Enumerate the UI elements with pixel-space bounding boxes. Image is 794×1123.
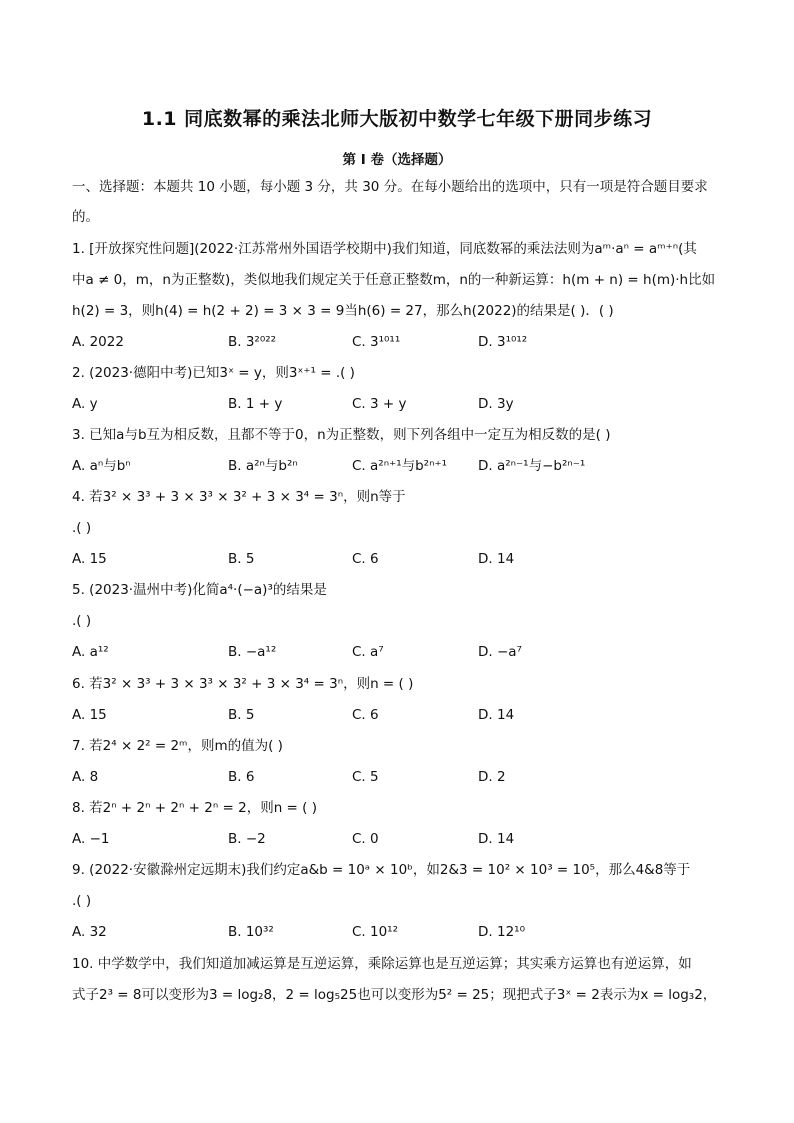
question-1-line-2: 中a ≠ 0，m，n为正整数)，类似地我们规定关于任意正整数m，n的一种新运算：h(m + n) = h(m)·h比如 xyxy=(72,272,716,288)
question-5-line-1: 5. (2023·温州中考)化简a⁴·(−a)³的结果是 xyxy=(72,582,327,598)
page-title: 1.1 同底数幂的乘法北师大版初中数学七年级下册同步练习 xyxy=(141,108,653,130)
option-c[interactable]: C. 3 + y xyxy=(352,396,407,412)
option-c[interactable]: C. 0 xyxy=(352,831,379,847)
option-a[interactable]: A. 32 xyxy=(72,924,107,940)
option-b[interactable]: B. 3²⁰²² xyxy=(228,334,277,350)
question-2-options xyxy=(72,394,722,414)
question-6-line-1: 6. 若3² × 3³ + 3 × 3³ × 3² + 3 × 3⁴ = 3ⁿ，则n = ( ) xyxy=(72,676,414,692)
question-6-options xyxy=(72,705,722,725)
option-d[interactable]: D. 3y xyxy=(478,396,514,412)
question-10-line-1: 10. 中学数学中，我们知道加减运算是互逆运算，乘除运算也是互逆运算；其实乘方运算也有逆运算，如 xyxy=(72,956,692,972)
question-4-line-1: 4. 若3² × 3³ + 3 × 3³ × 3² + 3 × 3⁴ = 3ⁿ，则n等于 xyxy=(72,489,406,505)
question-1-options xyxy=(72,332,722,352)
option-b[interactable]: B. a²ⁿ与b²ⁿ xyxy=(228,458,298,474)
option-a[interactable]: A. y xyxy=(72,396,98,412)
question-3-options xyxy=(72,456,722,476)
option-c[interactable]: C. 3¹⁰¹¹ xyxy=(352,334,401,350)
option-d[interactable]: D. 3¹⁰¹² xyxy=(478,334,528,350)
option-c[interactable]: C. 5 xyxy=(352,769,379,785)
option-d[interactable]: D. a²ⁿ⁻¹与−b²ⁿ⁻¹ xyxy=(478,458,586,474)
option-b[interactable]: B. 5 xyxy=(228,707,255,723)
option-a[interactable]: A. a¹² xyxy=(72,644,109,660)
section-instruction-line-1: 一、选择题：本题共 10 小题，每小题 3 分，共 30 分。在每小题给出的选项中，只有一项是符合题目要求 xyxy=(72,179,708,195)
option-a[interactable]: A. 2022 xyxy=(72,334,124,350)
question-10-line-2: 式子2³ = 8可以变形为3 = log₂8，2 = log₅25也可以变形为5² = 25；现把式子3ˣ = 2表示为x = log₃2， xyxy=(72,987,717,1003)
option-d[interactable]: D. 2 xyxy=(478,769,506,785)
option-d[interactable]: D. 14 xyxy=(478,831,515,847)
option-b[interactable]: B. 1 + y xyxy=(228,396,283,412)
question-2-line-1: 2. (2023·德阳中考)已知3ˣ = y，则3ˣ⁺¹ = .( ) xyxy=(72,365,355,381)
option-a[interactable]: A. 15 xyxy=(72,707,107,723)
option-b[interactable]: B. 6 xyxy=(228,769,255,785)
question-8-line-1: 8. 若2ⁿ + 2ⁿ + 2ⁿ + 2ⁿ = 2，则n = ( ) xyxy=(72,800,317,816)
option-a[interactable]: A. 15 xyxy=(72,551,107,567)
option-a[interactable]: A. −1 xyxy=(72,831,110,847)
question-9-options xyxy=(72,922,722,942)
question-8-options xyxy=(72,829,722,849)
option-d[interactable]: D. 12¹⁰ xyxy=(478,924,525,940)
question-1-line-1: 1. [开放探究性问题](2022·江苏常州外国语学校期中)我们知道，同底数幂的乘法法则为aᵐ·aⁿ = aᵐ⁺ⁿ(其 xyxy=(72,241,697,257)
question-3-line-1: 3. 已知a与b互为相反数，且都不等于0，n为正整数，则下列各组中一定互为相反数的是( ) xyxy=(72,427,611,443)
question-7-line-1: 7. 若2⁴ × 2² = 2ᵐ，则m的值为( ) xyxy=(72,738,283,754)
option-d[interactable]: D. 14 xyxy=(478,551,515,567)
question-4-options xyxy=(72,549,722,569)
option-b[interactable]: B. 5 xyxy=(228,551,255,567)
question-9-line-2: .( ) xyxy=(72,893,92,909)
section-instruction-line-2: 的。 xyxy=(72,209,99,225)
question-9-line-1: 9. (2022·安徽滁州定远期末)我们约定a&b = 10ᵃ × 10ᵇ，如2&3 = 10² × 10³ = 10⁵，那么4&8等于 xyxy=(72,862,691,878)
option-a[interactable]: A. 8 xyxy=(72,769,99,785)
option-a[interactable]: A. aⁿ与bⁿ xyxy=(72,458,131,474)
option-c[interactable]: C. 6 xyxy=(352,707,379,723)
option-c[interactable]: C. a²ⁿ⁺¹与b²ⁿ⁺¹ xyxy=(352,458,448,474)
option-b[interactable]: B. −2 xyxy=(228,831,266,847)
option-d[interactable]: D. −a⁷ xyxy=(478,644,522,660)
section-subtitle: 第 I 卷（选择题） xyxy=(342,152,452,168)
option-c[interactable]: C. 6 xyxy=(352,551,379,567)
question-5-options xyxy=(72,642,722,662)
option-b[interactable]: B. 10³² xyxy=(228,924,274,940)
option-c[interactable]: C. a⁷ xyxy=(352,644,384,660)
question-1-line-3: h(2) = 3，则h(4) = h(2 + 2) = 3 × 3 = 9当h(6) = 27，那么h(2022)的结果是( )．( ) xyxy=(72,303,614,319)
option-b[interactable]: B. −a¹² xyxy=(228,644,277,660)
option-c[interactable]: C. 10¹² xyxy=(352,924,399,940)
question-5-line-2: .( ) xyxy=(72,613,92,629)
question-7-options xyxy=(72,767,722,787)
question-4-line-2: .( ) xyxy=(72,520,92,536)
option-d[interactable]: D. 14 xyxy=(478,707,515,723)
